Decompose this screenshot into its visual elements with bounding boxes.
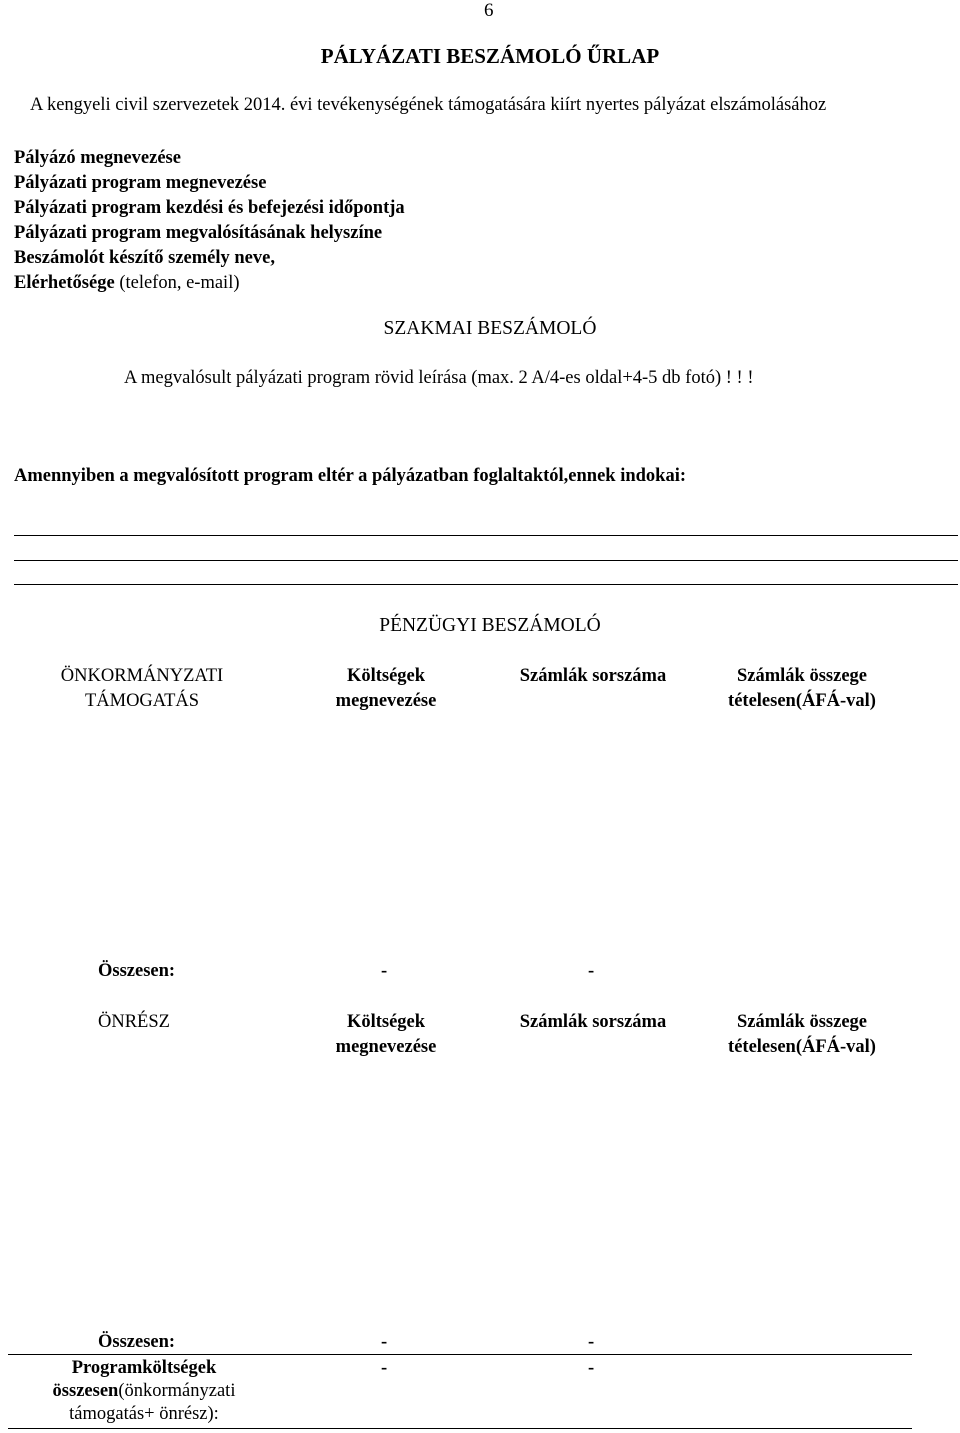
municipal-support-header: ÖNKORMÁNYZATI TÁMOGATÁS [60, 666, 224, 711]
field-applicant-name: Pályázó megnevezése [14, 148, 181, 168]
contact-hint: (telefon, e-mail) [114, 273, 240, 293]
contact-label: Elérhetősége [14, 273, 115, 293]
answer-line-1 [14, 535, 958, 536]
invoice-number-header: Számlák sorszáma [519, 666, 667, 686]
program-total-label-line-2: összesen(önkormányzati [52, 1381, 236, 1401]
applicant-fields [14, 146, 405, 296]
field-program-name: Pályázati program megnevezése [14, 173, 267, 193]
own-total-dash-1: - [381, 1332, 388, 1352]
invoice-amount-header: Számlák összege tételesen(ÁFÁ-val) [728, 666, 876, 711]
field-reporter-name: Beszámolót készítő személy neve, [14, 248, 275, 268]
professional-report-title: SZAKMAI BESZÁMOLÓ [383, 318, 597, 339]
program-total-bottom-line [8, 1428, 912, 1429]
own-invoice-amount-header: Számlák összege tételesen(ÁFÁ-val) [728, 1012, 876, 1057]
municipal-total-dash-2: - [588, 961, 595, 981]
own-total-label: Összesen: [98, 1332, 176, 1352]
financial-report-title: PÉNZÜGYI BESZÁMOLÓ [379, 615, 601, 636]
own-contribution-header: ÖNRÉSZ [98, 1012, 170, 1032]
form-title: PÁLYÁZATI BESZÁMOLÓ ŰRLAP [320, 44, 660, 68]
municipal-total-dash-1: - [381, 961, 388, 981]
field-program-dates: Pályázati program kezdési és befejezési időpontja [14, 198, 405, 218]
field-program-location: Pályázati program megvalósításának helyszíne [14, 223, 383, 243]
total-separator-line [8, 1354, 912, 1355]
answer-line-3 [14, 584, 958, 585]
program-total-label [32, 1357, 256, 1426]
program-total-dash-1: - [381, 1358, 388, 1378]
program-total-label-line-3: támogatás+ önrész): [69, 1404, 219, 1424]
cost-name-header: Költségek megnevezése [335, 666, 437, 711]
deviation-question: Amennyiben a megvalósított program eltér a pályázatban foglaltaktól,ennek indokai: [14, 466, 686, 486]
program-total-dash-2: - [588, 1358, 595, 1378]
own-cost-name-header: Költségek megnevezése [335, 1012, 437, 1057]
page-number: 6 [484, 0, 494, 21]
form-subtitle: A kengyeli civil szervezetek 2014. évi tevékenységének támogatására kiírt nyertes pályázat elszámolásához [30, 95, 827, 115]
own-total-dash-2: - [588, 1332, 595, 1352]
own-invoice-number-header: Számlák sorszáma [519, 1012, 667, 1032]
municipal-total-label: Összesen: [98, 961, 176, 981]
answer-line-2 [14, 560, 958, 561]
program-total-label-line-1: Programköltségek [71, 1358, 217, 1378]
field-contact [14, 271, 405, 296]
program-description-instructions: A megvalósult pályázati program rövid leírása (max. 2 A/4-es oldal+4-5 db fotó) ! ! ! [124, 368, 754, 388]
